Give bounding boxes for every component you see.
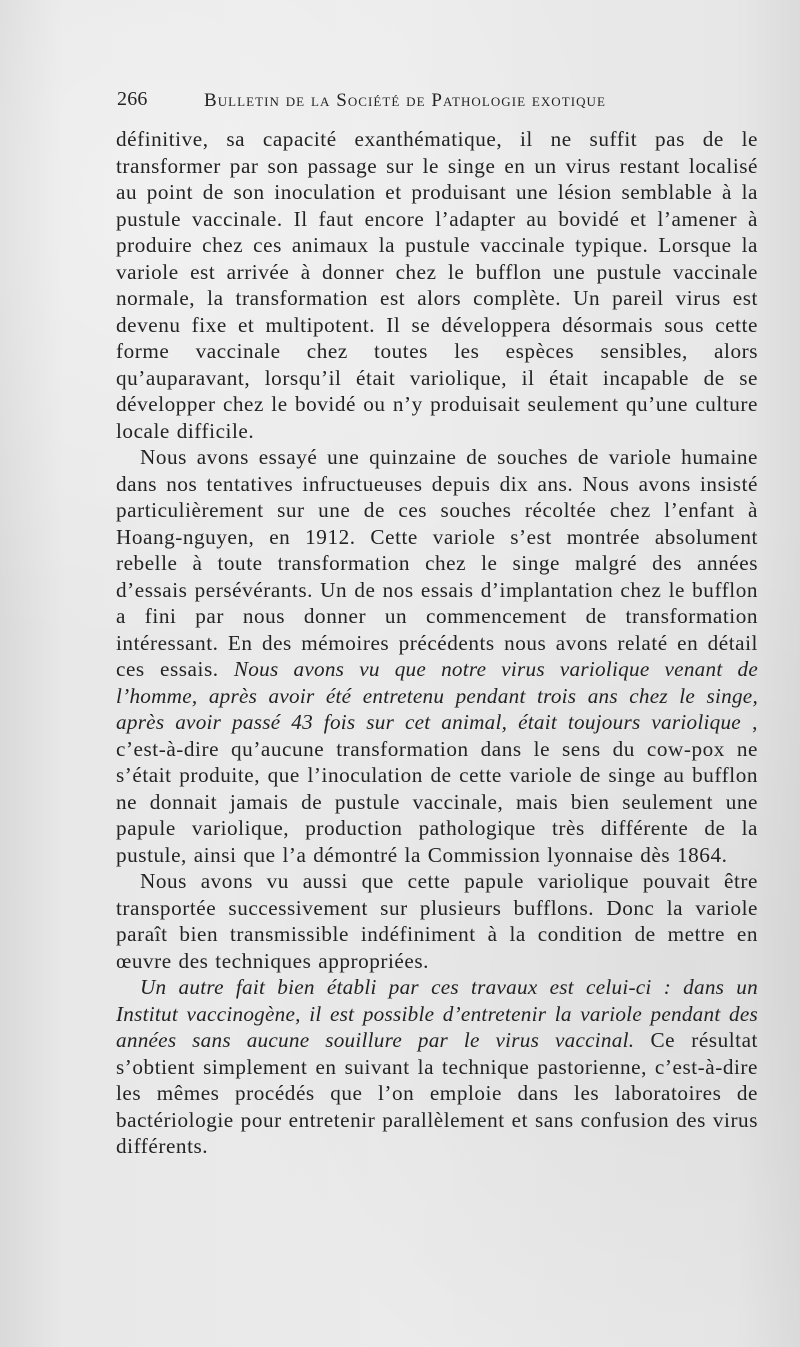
paragraph-institut-emphasis: Un autre fait bien établi par ces travaux est celui-ci : dans un Institut vaccinogène, il est possible d’entretenir la variole pendant des années sans aucune souillure par le virus vaccinal.	[116, 975, 758, 1052]
paragraph-souches-emphasis: Nous avons vu que notre virus variolique venant de l’homme, après avoir été entretenu pendant trois ans chez le singe, après avoir passé 43 fois sur cet animal, était toujours variolique	[116, 657, 758, 734]
paragraph-souches-text-end: , c’est-à-dire qu’aucune transformation dans le sens du cow-pox ne s’était produite, que l’inoculation de cette variole de singe au bufflon ne donnait jamais de pustule vaccinale, mais bien seulement une papule variolique, production pathologique très différente de la pustule, ainsi que l’a démontré la Commission lyonnaise dès 1864.	[116, 710, 758, 867]
paragraph-institut-text-end: Ce résultat s’obtient simplement en suivant la technique pastorienne, c’est-à-dire les mêmes procédés que l’on emploie dans les laboratoires de bactériologie pour entretenir parallèlement et sans confusion des virus différents.	[116, 1028, 758, 1158]
paragraph-institut	[116, 974, 758, 1160]
paragraph-transformation: définitive, sa capacité exanthématique, il ne suffit pas de le transformer par son passage sur le singe en un virus restant localisé au point de son inoculation et produisant une lésion semblable à la pustule vaccinale. Il faut encore l’adapter au bovidé et l’amener à produire chez ces animaux la pustule vaccinale typique. Lorsque la variole est arrivée à donner chez le bufflon une pustule vaccinale normale, la transformation est alors complète. Un pareil virus est devenu fixe et multipotent. Il se développera désormais sous cette forme vaccinale chez toutes les espèces sensibles, alors qu’auparavant, lorsqu’il était variolique, il était incapable de se développer chez le bovidé ou n’y produisait seulement qu’une culture locale difficile.	[116, 127, 758, 443]
paragraph-souches-text-start: Nous avons essayé une quinzaine de souches de variole humaine dans nos tentatives infructueuses depuis dix ans. Nous avons insisté particulièrement sur une de ces souches récoltée chez l’enfant à Hoang-nguyen, en 1912. Cette variole s’est montrée absolument rebelle à toute transformation chez le singe malgré des années d’essais persévérants. Un de nos essais d’implantation chez le bufflon a fini par nous donner un commencement de transformation intéressant. En des mémoires précédents nous avons relaté en détail ces essais.	[116, 445, 758, 681]
page-header	[116, 88, 758, 122]
paragraph-souches	[116, 444, 758, 868]
page-number: 266	[117, 88, 148, 110]
paragraph-transmission: Nous avons vu aussi que cette papule variolique pouvait être transportée successivement sur plusieurs bufflons. Donc la variole paraît bien transmissible indéfiniment à la condition de mettre en œuvre des techniques appropriées.	[116, 869, 758, 973]
running-head: Bulletin de la Société de Pathologie exotique	[204, 90, 606, 111]
